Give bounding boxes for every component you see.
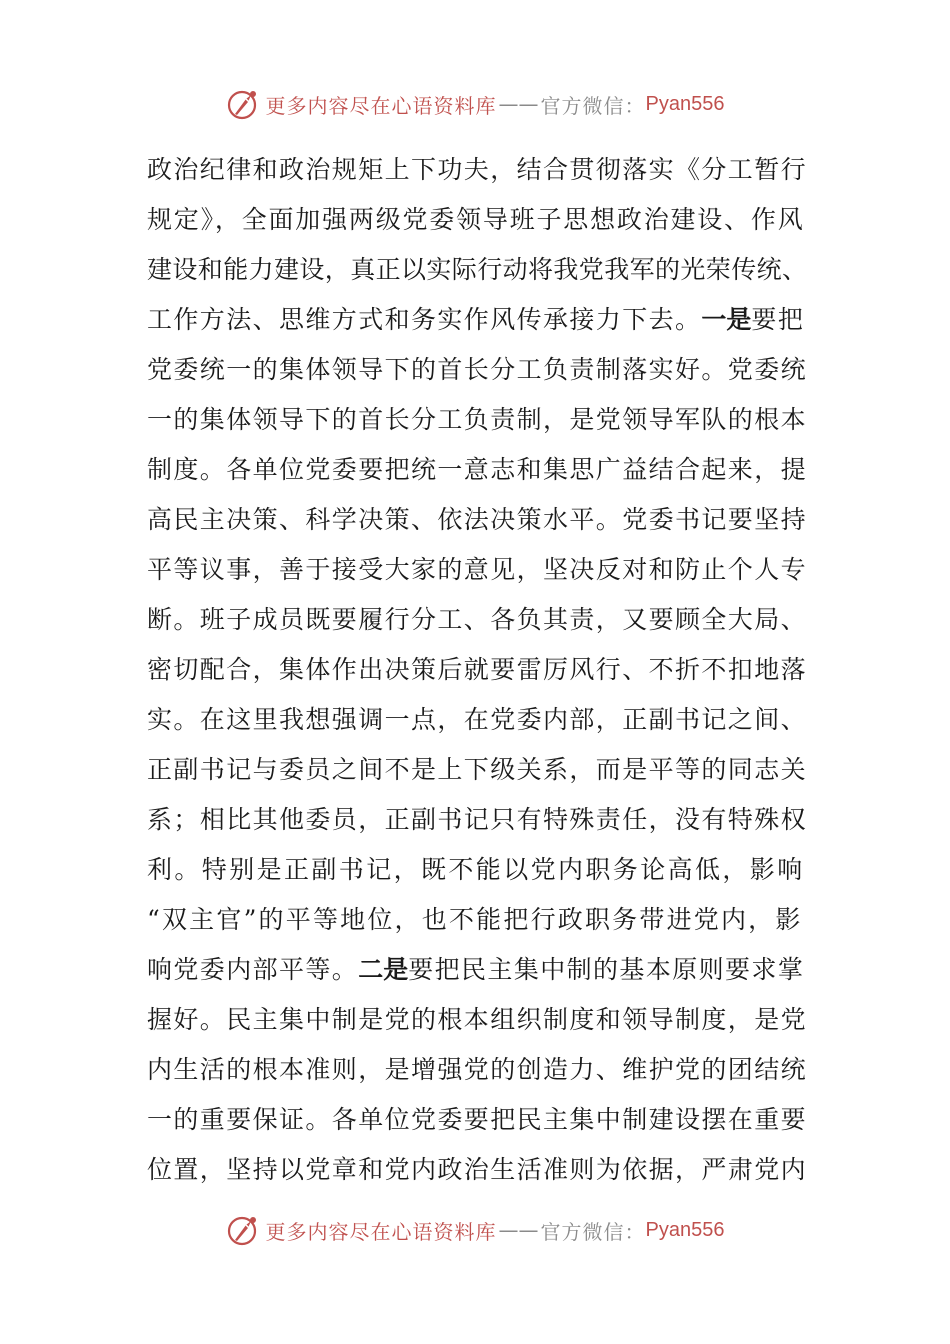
banner-wechat-label: 官方微信： <box>540 1219 646 1244</box>
text-line: 实。在这里我想强调一点，在党委内部，正副书记之间、 <box>147 705 808 734</box>
text-line: 利。特别是正副书记，既不能以党内职务论高低，影响 <box>147 855 805 884</box>
document-body <box>147 145 807 1195</box>
point-marker-two: 二是 <box>358 955 409 984</box>
banner-wechat-label: 官方微信： <box>540 93 646 118</box>
footer-banner <box>0 1208 950 1252</box>
banner-dash: —— <box>498 1218 539 1242</box>
banner-wechat-id: Pyan556 <box>645 1218 725 1241</box>
banner-wechat-id: Pyan556 <box>645 92 725 115</box>
point-marker-one: 一是 <box>701 305 752 334</box>
pen-nib-logo-icon <box>226 87 260 121</box>
text-line: 断。班子成员既要履行分工、各负其责，又要顾全大局、 <box>147 605 808 634</box>
banner-slogan: 更多内容尽在心语资料库 <box>265 93 497 118</box>
text-line: 密切配合，集体作出决策后就要雷厉风行、不折不扣地落 <box>147 655 808 684</box>
text-line: 建设和能力建设，真正以实际行动将我党我军的光荣传统、 <box>147 255 808 284</box>
text-line: 响党委内部平等。二是要把民主集中制的基本原则要求掌 <box>147 955 805 984</box>
text-line: 一的重要保证。各单位党委要把民主集中制建设摆在重要 <box>147 1105 808 1134</box>
text-line: 政治纪律和政治规矩上下功夫，结合贯彻落实《分工暂行 <box>147 155 808 184</box>
text-line: 党委统一的集体领导下的首长分工负责制落实好。党委统 <box>147 355 808 384</box>
text-line: 内生活的根本准则，是增强党的创造力、维护党的团结统 <box>147 1055 808 1084</box>
text-line: 制度。各单位党委要把统一意志和集思广益结合起来，提 <box>147 455 808 484</box>
text-line: 系；相比其他委员，正副书记只有特殊责任，没有特殊权 <box>147 805 808 834</box>
pen-nib-logo-icon <box>226 1213 260 1247</box>
banner-dash: —— <box>498 92 539 116</box>
text-line: 一的集体领导下的首长分工负责制，是党领导军队的根本 <box>147 405 808 434</box>
text-line: 平等议事，善于接受大家的意见，坚决反对和防止个人专 <box>147 555 808 584</box>
text-line: 正副书记与委员之间不是上下级关系，而是平等的同志关 <box>147 755 808 784</box>
text-line: 工作方法、思维方式和务实作风传承接力下去。一是要把 <box>147 305 805 334</box>
banner-slogan: 更多内容尽在心语资料库 <box>265 1219 497 1244</box>
text-line: 握好。民主集中制是党的根本组织制度和领导制度，是党 <box>147 1005 808 1034</box>
text-line: 规定》，全面加强两级党委领导班子思想政治建设、作风 <box>147 205 805 234</box>
header-banner <box>0 82 950 126</box>
text-line: 高民主决策、科学决策、依法决策水平。党委书记要坚持 <box>147 505 808 534</box>
text-line: 位置，坚持以党章和党内政治生活准则为依据，严肃党内 <box>147 1155 808 1184</box>
text-line: “双主官”的平等地位，也不能把行政职务带进党内，影 <box>147 905 803 934</box>
